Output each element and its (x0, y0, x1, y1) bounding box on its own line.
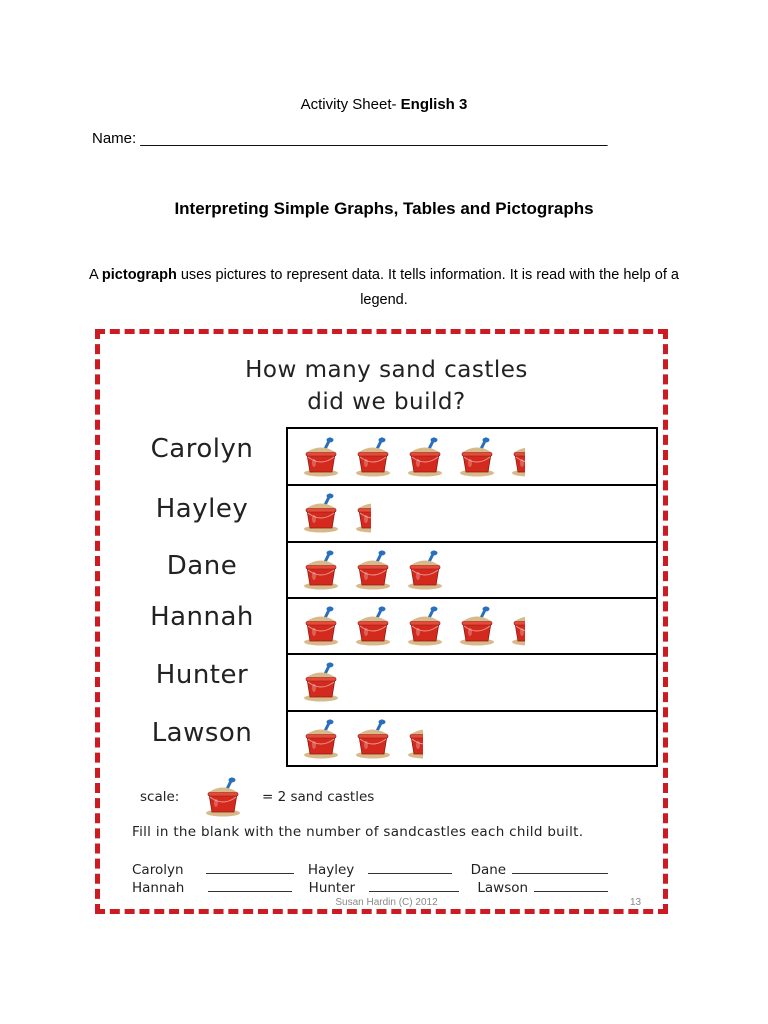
fill-label-hunter: Hunter (308, 880, 356, 896)
intro-pre: A (89, 267, 102, 283)
row-divider (288, 710, 656, 712)
sandcastle-icon (302, 493, 340, 533)
intro-post: uses pictures to represent data. It tells information. It is read with the help of a legend. (176, 267, 679, 308)
blank-hunter[interactable] (369, 879, 459, 892)
instructions: Fill in the blank with the number of sandcastles each child built. (132, 824, 584, 840)
partial-sandcastle-icon (510, 606, 525, 646)
header-subject: English 3 (400, 96, 468, 113)
footer-credit: Susan Hardin (C) 2012 (335, 897, 438, 908)
scale-text: = 2 sand castles (262, 789, 375, 805)
pictograph-worksheet (95, 329, 668, 914)
sandcastle-icon (406, 606, 444, 646)
sandcastle-icon (354, 437, 392, 477)
fill-in-row-1 (132, 861, 608, 878)
sandcastle-icon (458, 437, 496, 477)
row-label-hayley: Hayley (155, 494, 249, 524)
sandcastle-icon (354, 606, 392, 646)
blank-dane[interactable] (512, 861, 608, 874)
partial-sandcastle-icon (354, 493, 371, 533)
row-label-hannah: Hannah (150, 602, 254, 632)
fill-label-hayley: Hayley (307, 862, 355, 878)
fill-label-lawson: Lawson (477, 880, 529, 896)
fill-label-hannah: Hannah (132, 880, 185, 896)
blank-lawson[interactable] (534, 879, 608, 892)
row-label-carolyn: Carolyn (150, 434, 254, 464)
partial-sandcastle-icon (406, 719, 423, 759)
blank-carolyn[interactable] (206, 861, 294, 874)
row-divider (288, 541, 656, 543)
sandcastle-icon (406, 437, 444, 477)
intro-paragraph (84, 263, 684, 313)
name-line (92, 130, 608, 147)
page-title: Interpreting Simple Graphs, Tables and Pictographs (174, 199, 594, 218)
fill-label-carolyn: Carolyn (132, 862, 184, 878)
pictograph-grid (286, 427, 658, 767)
header-prefix: Activity Sheet- (300, 96, 401, 113)
intro-term: pictograph (101, 267, 177, 283)
pictograph-title-line1: How many sand castles (245, 357, 528, 383)
blank-hannah[interactable] (208, 879, 292, 892)
sandcastle-icon (406, 550, 444, 590)
sandcastle-icon (354, 550, 392, 590)
sandcastle-icon (302, 437, 340, 477)
row-label-dane: Dane (166, 551, 238, 581)
activity-header (0, 96, 768, 113)
sandcastle-icon (458, 606, 496, 646)
sandcastle-icon (302, 662, 340, 702)
sandcastle-icon (302, 606, 340, 646)
page-number: 13 (630, 897, 642, 908)
row-divider (288, 597, 656, 599)
sandcastle-icon (302, 719, 340, 759)
scale-label: scale: (140, 789, 180, 805)
row-divider (288, 653, 656, 655)
name-label: Name: (92, 130, 137, 147)
fill-label-dane: Dane (470, 862, 507, 878)
pictograph-title-line2: did we build? (307, 389, 466, 415)
blank-hayley[interactable] (368, 861, 452, 874)
partial-sandcastle-icon (510, 437, 525, 477)
pictograph-title (100, 354, 673, 418)
sandcastle-icon (302, 550, 340, 590)
scale-sandcastle-icon (204, 777, 242, 822)
fill-in-row-2 (132, 879, 608, 896)
row-divider (288, 484, 656, 486)
row-label-lawson: Lawson (151, 718, 253, 748)
name-blank: ________________________________________________________ (140, 130, 608, 147)
row-label-hunter: Hunter (155, 660, 249, 690)
sandcastle-icon (354, 719, 392, 759)
